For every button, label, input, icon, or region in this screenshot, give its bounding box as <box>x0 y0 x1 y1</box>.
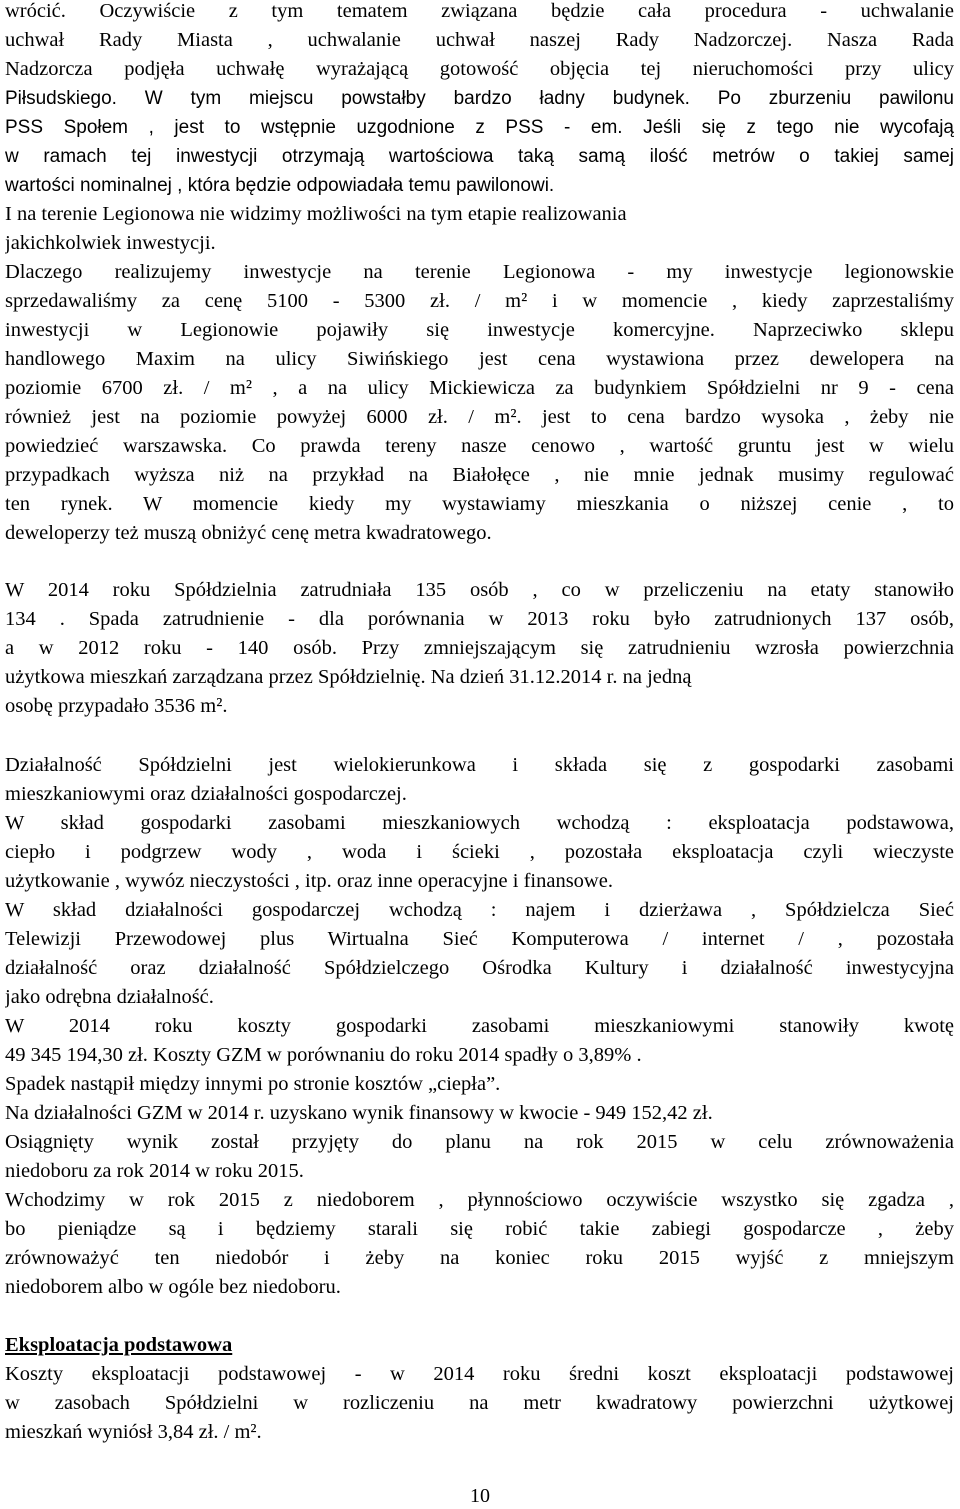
text-line: 134 . Spada zatrudnienie - dla porównania w 2013 roku było zatrudnionych 137 osób, <box>5 608 954 630</box>
text-line: W skład gospodarki zasobami mieszkaniowych wchodzą : eksploatacja podstawowa, <box>5 812 954 834</box>
text-line: zrównoważyć ten niedobór i żeby na koniec roku 2015 wyjść z mniejszym <box>5 1247 954 1269</box>
text-line: Osiągnięty wynik został przyjęty do planu na rok 2015 w celu zrównoważenia <box>5 1131 954 1153</box>
text-line: w zasobach Spółdzielni w rozliczeniu na metr kwadratowy powierzchni użytkowej <box>5 1392 954 1414</box>
text-line: osobę przypadało 3536 m². <box>5 695 228 717</box>
text-line: Telewizji Przewodowej plus Wirtualna Sieć Komputerowa / internet / , pozostała <box>5 928 954 950</box>
text-line: sprzedawaliśmy za cenę 5100 - 5300 zł. / m² i w momencie , kiedy zaprzestaliśmy <box>5 290 954 312</box>
text-line: ciepło i podgrzew wody , woda i ścieki , pozostała eksploatacja czyli wieczyste <box>5 841 954 863</box>
text-line: jako odrębna działalność. <box>5 986 214 1008</box>
text-line: uchwał Rady Miasta , uchwalanie uchwał naszej Rady Nadzorczej. Nasza Rada <box>5 29 954 51</box>
text-line: użytkowanie , wywóz nieczystości , itp. oraz inne operacyjne i finansowe. <box>5 870 613 892</box>
text-line: Spadek nastąpił między innymi po stronie kosztów „ciepła”. <box>5 1073 501 1095</box>
text-line: deweloperzy też muszą obniżyć cenę metra kwadratowego. <box>5 522 492 544</box>
text-line: Wchodzimy w rok 2015 z niedoborem , płynnościowo oczywiście wszystko się zgadza , <box>5 1189 954 1211</box>
text-line: I na terenie Legionowa nie widzimy możliwości na tym etapie realizowania <box>5 203 627 225</box>
text-line: przypadkach wyższa niż na przykład na Białołęce , nie mnie jednak musimy regulować <box>5 464 954 486</box>
text-line: W skład działalności gospodarczej wchodzą : najem i dzierżawa , Spółdzielcza Sieć <box>5 899 954 921</box>
text-line: jakichkolwiek inwestycji. <box>5 232 216 254</box>
text-line: wartości nominalnej , która będzie odpowiadała temu pawilonowi. <box>5 175 555 196</box>
text-line: 49 345 194,30 zł. Koszty GZM w porównaniu do roku 2014 spadły o 3,89% . <box>5 1044 642 1066</box>
text-line: mieszkaniowymi oraz działalności gospodarczej. <box>5 783 407 805</box>
text-line: poziomie 6700 zł. / m² , a na ulicy Mickiewicza za budynkiem Spółdzielni nr 9 - cena <box>5 377 954 399</box>
text-line: niedoboru za rok 2014 w roku 2015. <box>5 1160 304 1182</box>
text-line: w ramach tej inwestycji otrzymają wartościowa taką samą ilość metrów o takiej samej <box>5 146 954 167</box>
text-line: handlowego Maxim na ulicy Siwińskiego jest cena wystawiona przez dewelopera na <box>5 348 954 370</box>
text-line: Koszty eksploatacji podstawowej - w 2014 roku średni koszt eksploatacji podstawowej <box>5 1363 954 1385</box>
text-line: bo pieniądze są i będziemy starali się robić takie zabiegi gospodarcze , żeby <box>5 1218 954 1240</box>
text-line: Piłsudskiego. W tym miejscu powstałby bardzo ładny budynek. Po zburzeniu pawilonu <box>5 88 954 109</box>
text-line: Dlaczego realizujemy inwestycje na terenie Legionowa - my inwestycje legionowskie <box>5 261 954 283</box>
text-line: ten rynek. W momencie kiedy my wystawiamy mieszkania o niższej cenie , to <box>5 493 954 515</box>
text-line: inwestycji w Legionowie pojawiły się inwestycje komercyjne. Naprzeciwko sklepu <box>5 319 954 341</box>
text-line: niedoborem albo w ogóle bez niedoboru. <box>5 1276 341 1298</box>
text-line: powiedzieć warszawska. Co prawda tereny nasze cenowo , wartość gruntu jest w wielu <box>5 435 954 457</box>
text-line: W 2014 roku Spółdzielnia zatrudniała 135 osób , co w przeliczeniu na etaty stanowiło <box>5 579 954 601</box>
page-number: 10 <box>470 1485 490 1507</box>
text-line: Na działalności GZM w 2014 r. uzyskano wynik finansowy w kwocie - 949 152,42 zł. <box>5 1102 713 1124</box>
section-heading: Eksploatacja podstawowa <box>5 1334 233 1356</box>
text-line: działalność oraz działalność Spółdzielczego Ośrodka Kultury i działalność inwestycyjna <box>5 957 954 979</box>
text-line: również jest na poziomie powyżej 6000 zł. / m². jest to cena bardzo wysoka , żeby nie <box>5 406 954 428</box>
text-line: Działalność Spółdzielni jest wielokierunkowa i składa się z gospodarki zasobami <box>5 754 954 776</box>
text-line: użytkowa mieszkań zarządzana przez Spółdzielnię. Na dzień 31.12.2014 r. na jedną <box>5 666 692 688</box>
text-line: mieszkań wyniósł 3,84 zł. / m². <box>5 1421 262 1443</box>
text-line: PSS Społem , jest to wstępnie uzgodnione z PSS - em. Jeśli się z tego nie wycofają <box>5 117 954 138</box>
text-line: wrócić. Oczywiście z tym tematem związana będzie cała procedura - uchwalanie <box>5 0 954 22</box>
text-line: Nadzorcza podjęła uchwałę wyrażającą gotowość objęcia tej nieruchomości przy ulicy <box>5 58 954 80</box>
text-line: a w 2012 roku - 140 osób. Przy zmniejszającym się zatrudnieniu wzrosła powierzchnia <box>5 637 954 659</box>
text-line: W 2014 roku koszty gospodarki zasobami mieszkaniowymi stanowiły kwotę <box>5 1015 954 1037</box>
